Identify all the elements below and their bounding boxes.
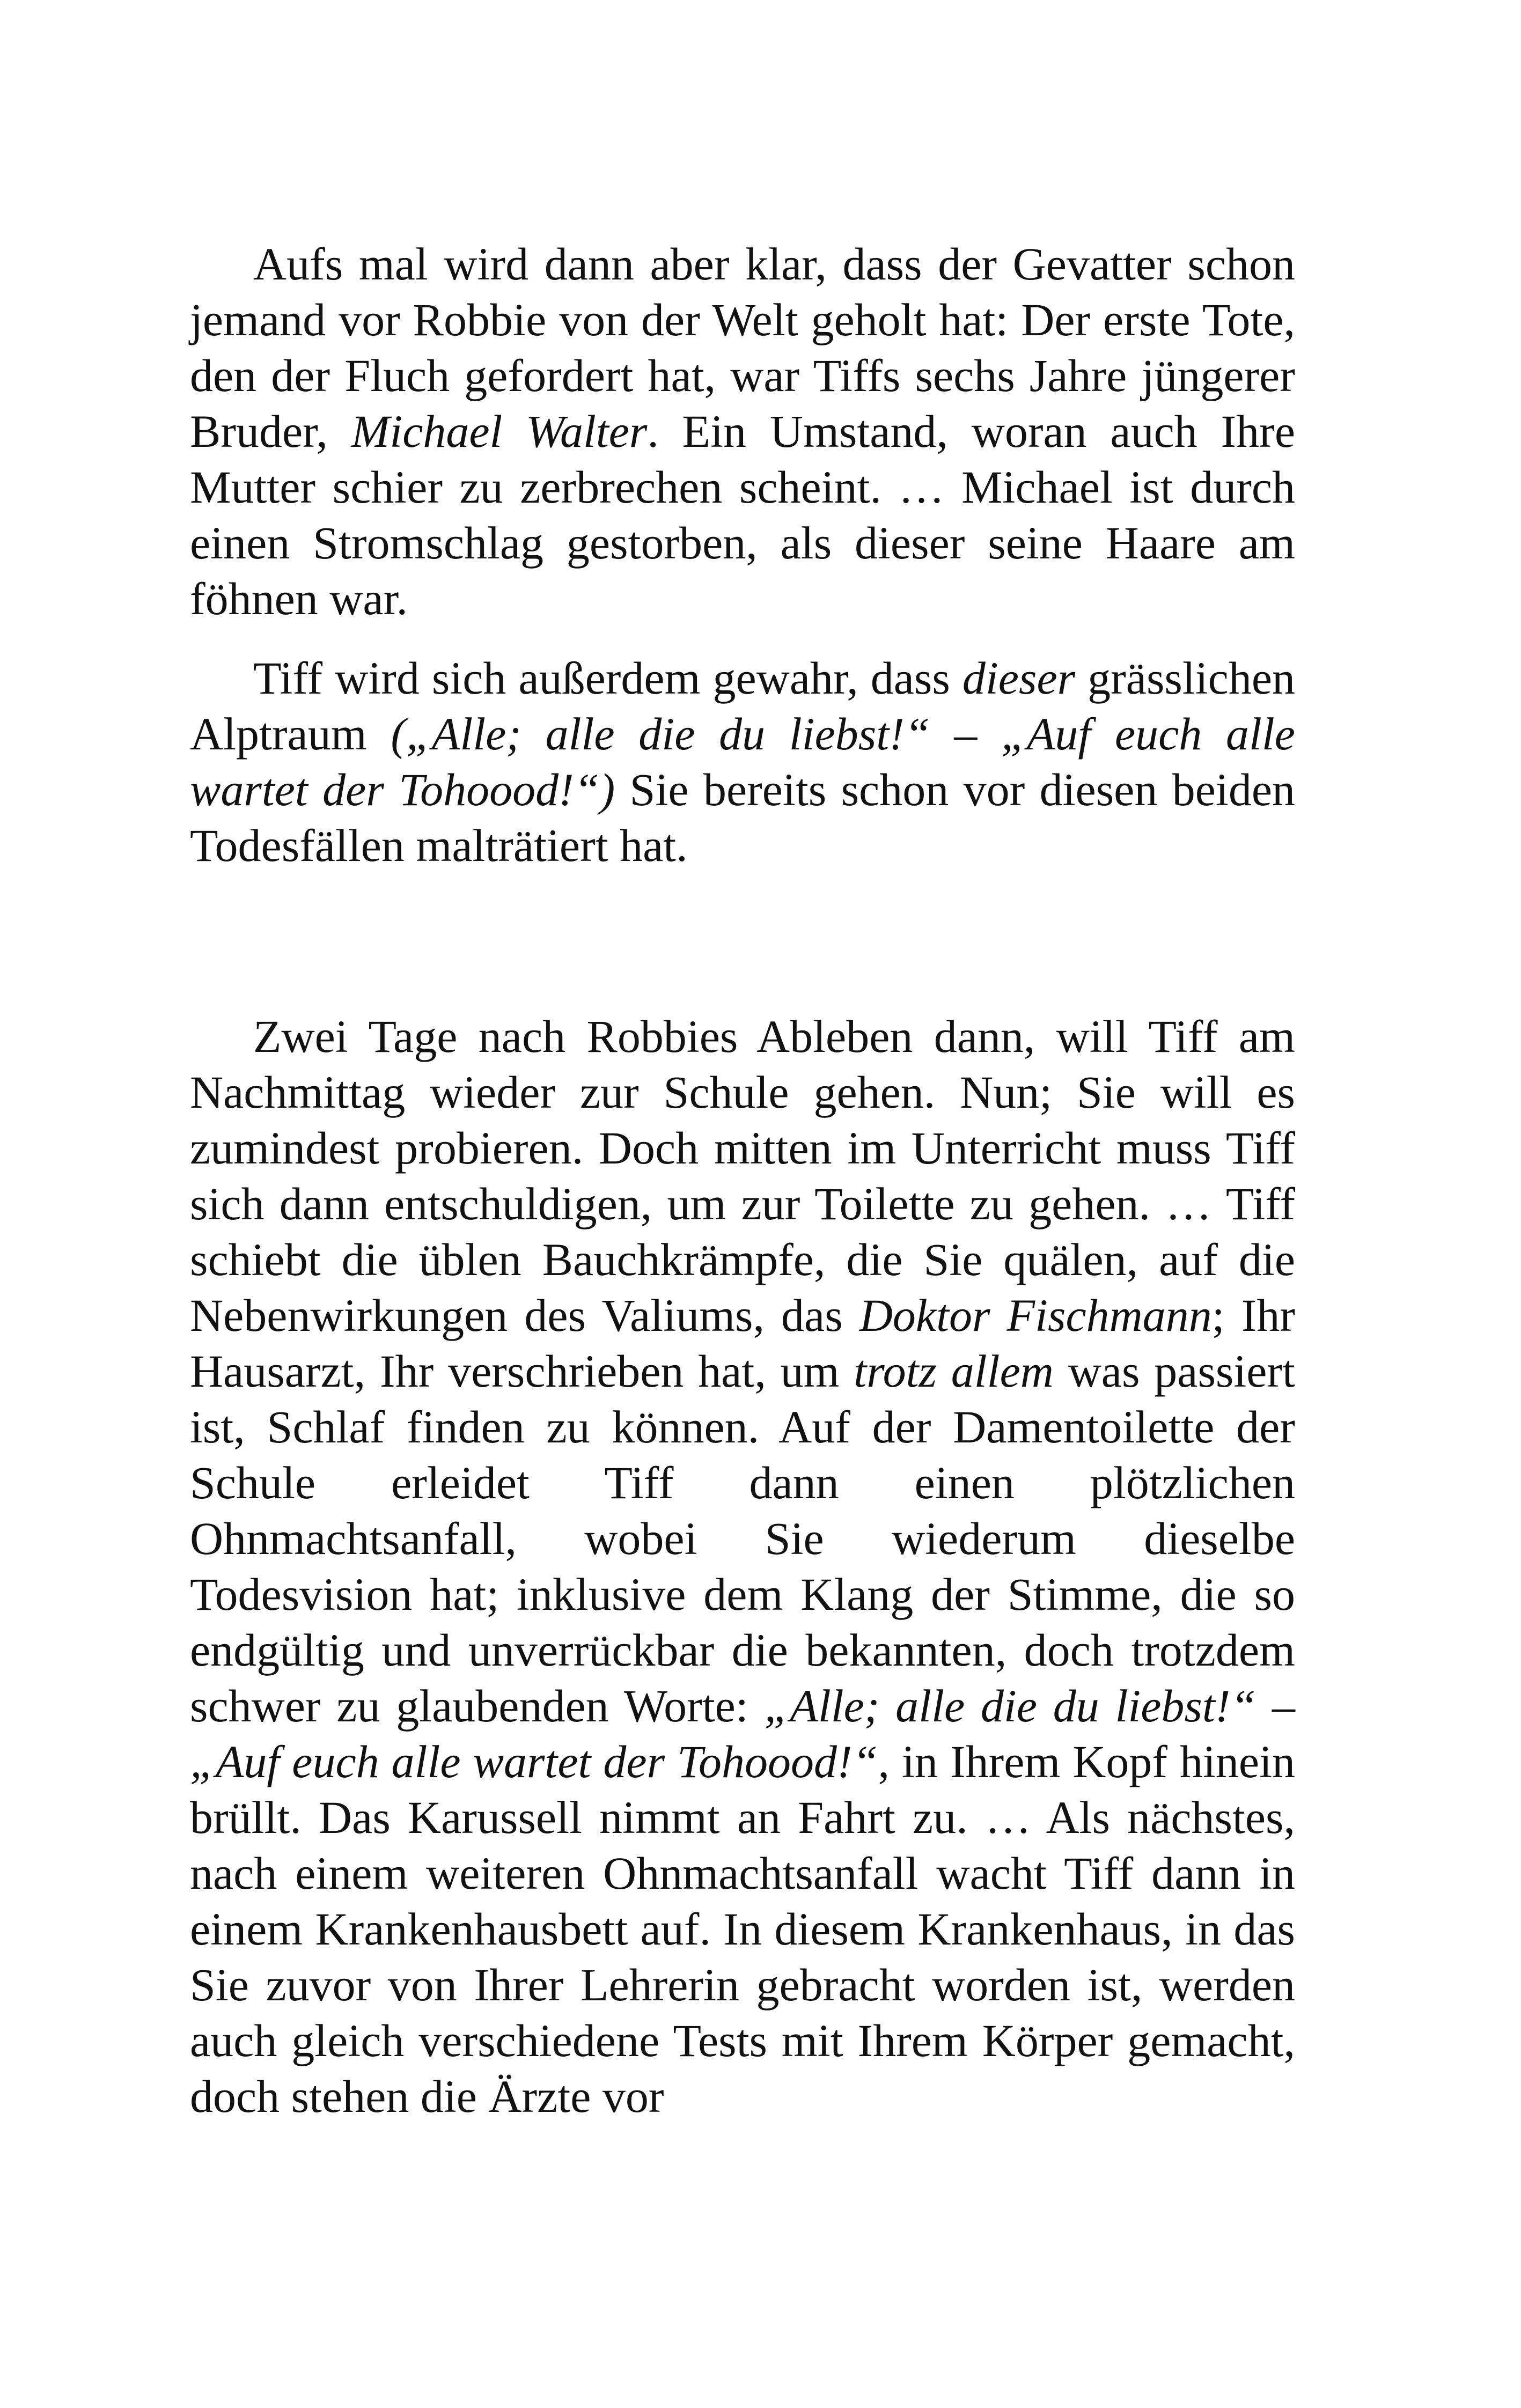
- paragraph-2: [190, 650, 1295, 873]
- text-segment: Tiff wird sich außerdem gewahr, dass: [253, 652, 962, 704]
- book-page: [190, 236, 1295, 2124]
- text-segment: ; Ihr Hausarzt, Ihr verschrieben hat, um: [190, 1290, 1296, 1397]
- italic-emphasis: trotz allem: [854, 1345, 1054, 1397]
- text-segment: Aufs mal wird dann aber klar, dass der Gevatter schon jemand vor Robbie von der Welt geholt hat: Der erste Tote, den der Fluch gefordert hat, war Tiffs sechs Jahre jüngerer Bruder,: [190, 238, 1295, 457]
- italic-name: Doktor Fischmann: [859, 1290, 1212, 1341]
- italic-name: Michael Walter: [351, 406, 648, 457]
- italic-emphasis: dieser: [962, 652, 1076, 704]
- paragraph-3: [190, 1008, 1295, 2124]
- italic-quote: „Alle; alle die du liebst!“ – „Auf euch alle wartet der Tohoood!“: [190, 1680, 1295, 1787]
- text-segment: was passiert ist, Schlaf finden zu können. Auf der Damentoilette der Schule erleidet Tiff dann einen plötzlichen Ohnmachtsanfall, wobei Sie wiederum dieselbe Todesvision hat; inklusive dem Klang der Stimme, die so endgültig und unverrückbar die bekannten, doch trotzdem schwer zu glaubenden Worte:: [190, 1345, 1295, 1732]
- text-segment: Zwei Tage nach Robbies Ableben dann, will Tiff am Nachmittag wieder zur Schule gehen. Nun; Sie will es zumindest probieren. Doch mitten im Unterricht muss Tiff sich dann entschuldigen, um zur Toilette zu gehen. … Tiff schiebt die üblen Bauchkrämpfe, die Sie quälen, auf die Nebenwirkungen des Valiums, das: [190, 1011, 1295, 1341]
- italic-quote: („Alle; alle die du liebst!“ – „Auf euch alle wartet der Tohoood!“): [190, 708, 1295, 815]
- paragraph-1: [190, 236, 1295, 627]
- text-segment: , in Ihrem Kopf hinein brüllt. Das Karussell nimmt an Fahrt zu. … Als nächstes, nach einem weiteren Ohnmachtsanfall wacht Tiff dann in einem Krankenhausbett auf. In diesem Krankenhaus, in das Sie zuvor von Ihrer Lehrerin gebracht worden ist, werden auch gleich verschiedene Tests mit Ihrem Körper gemacht, doch stehen die Ärzte vor: [190, 1736, 1295, 2122]
- text-segment: Sie bereits schon vor diesen beiden Todesfällen malträtiert hat.: [190, 764, 1295, 871]
- text-segment: grässlichen Alptraum: [190, 652, 1296, 760]
- text-segment: . Ein Umstand, woran auch Ihre Mutter schier zu zerbrechen scheint. … Michael ist durch einen Stromschlag gestorben, als dieser seine Haare am föhnen war.: [190, 406, 1295, 624]
